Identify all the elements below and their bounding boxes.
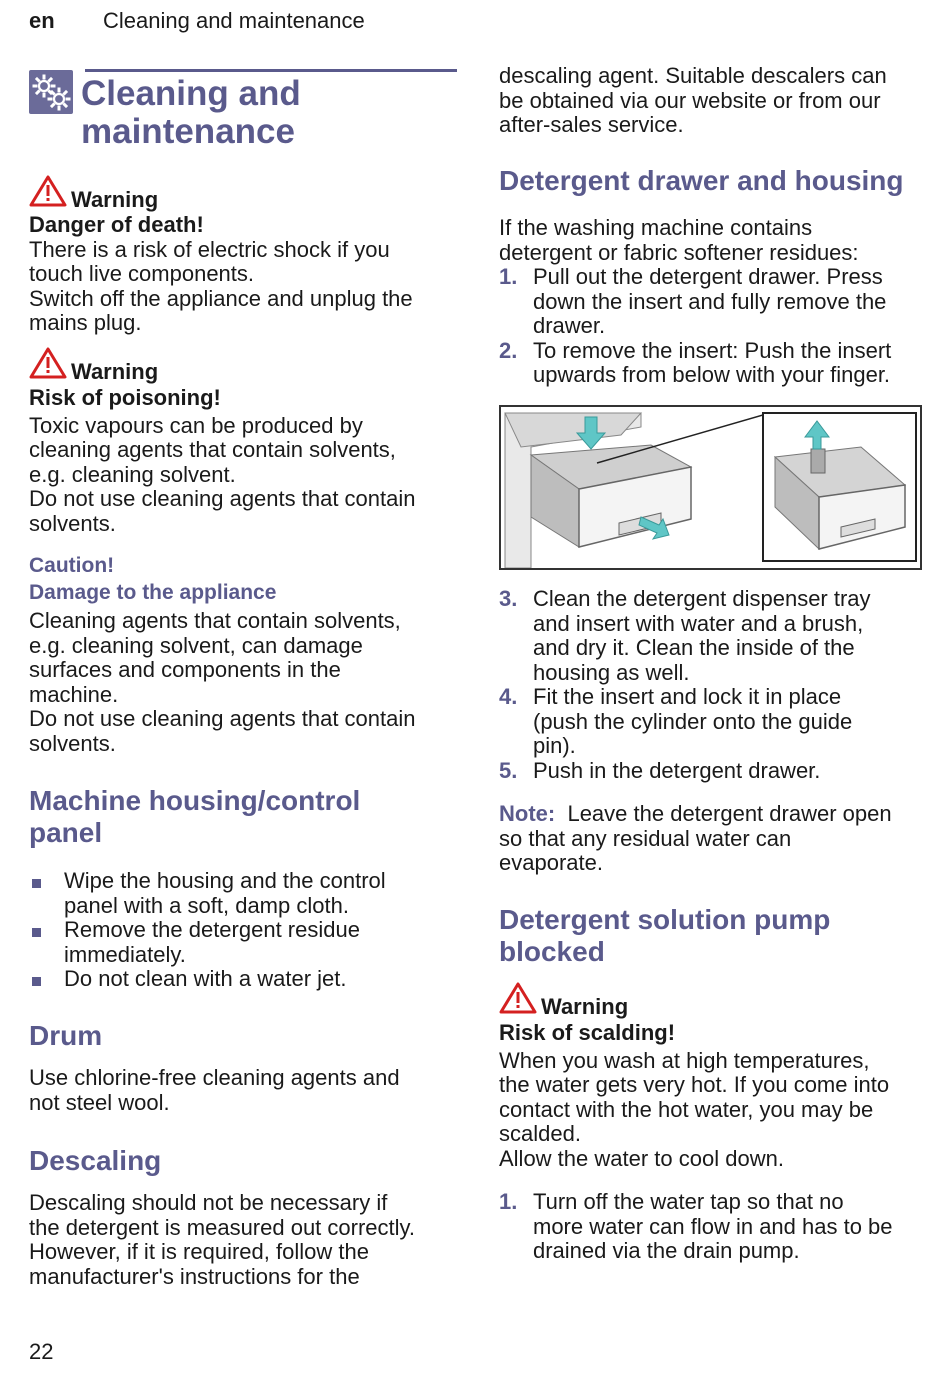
warning-text: Do not use cleaning agents that contain: [29, 486, 416, 511]
warning-text: the water gets very hot. If you come into: [499, 1072, 890, 1097]
list-item: [499, 265, 929, 339]
bullet-square-icon: [32, 879, 41, 888]
steps-list: [499, 1190, 929, 1264]
note-label: Note:: [499, 801, 556, 826]
section-descaling: [29, 1145, 457, 1289]
list-item-text: panel with a soft, damp cloth.: [64, 892, 349, 918]
step-number: 5.: [499, 757, 518, 783]
steps-list-continued: [499, 587, 929, 876]
steps-list: [499, 587, 929, 783]
warning-label: Warning: [71, 359, 159, 384]
warning-heading: Risk of poisoning!: [29, 385, 221, 410]
warning-text: scalded.: [499, 1121, 581, 1146]
header-title: Cleaning and maintenance: [103, 8, 365, 33]
section-title: Detergent drawer and housing: [499, 165, 904, 196]
section-machine-housing: [29, 785, 457, 992]
warning-label: Warning: [541, 994, 629, 1019]
step-number: 4.: [499, 684, 518, 709]
step-text: housing as well.: [533, 659, 690, 685]
warning-triangle-icon: [29, 347, 71, 385]
section-pump-blocked: [499, 904, 929, 1264]
paragraph-line: Descaling should not be necessary if: [29, 1190, 388, 1215]
list-item-text: Remove the detergent residue: [64, 917, 360, 942]
step-text: drained via the drain pump.: [533, 1238, 800, 1263]
gears-icon: [29, 70, 73, 114]
caution-heading: Damage to the appliance: [29, 581, 277, 604]
page-title-line2: maintenance: [81, 112, 295, 151]
step-text: more water can flow in and has to be: [533, 1213, 893, 1239]
list-item-text: Do not clean with a water jet.: [64, 966, 347, 991]
paragraph-line: manufacturer's instructions for the: [29, 1263, 360, 1289]
warning-electric: [29, 175, 457, 336]
caution-text: e.g. cleaning solvent, can damage: [29, 632, 363, 658]
drawer-drawing: [501, 407, 920, 568]
caution-block: [29, 552, 457, 756]
step-text: (push the cylinder onto the guide: [533, 708, 853, 734]
bullet-list: [29, 869, 457, 992]
step-number: 3.: [499, 586, 518, 611]
warning-label: Warning: [71, 187, 159, 212]
note-text: evaporate.: [499, 850, 603, 875]
note: [499, 802, 929, 876]
caution-label: Caution!: [29, 554, 115, 577]
warning-heading: Danger of death!: [29, 212, 204, 237]
section-title: panel: [29, 817, 103, 848]
warning-text: There is a risk of electric shock if you: [29, 236, 390, 262]
warning-text: cleaning agents that contain solvents,: [29, 437, 396, 462]
list-item-text: Wipe the housing and the control: [64, 868, 386, 893]
section-title: Detergent solution pump: [499, 904, 831, 935]
paragraph-line: If the washing machine contains: [499, 215, 813, 240]
step-number: 1.: [499, 264, 518, 289]
step-text: pin).: [533, 733, 576, 758]
paragraph-line: descaling agent. Suitable descalers can: [499, 63, 887, 88]
section-title: Machine housing/control: [29, 785, 361, 816]
list-item: [499, 339, 929, 388]
caution-text: machine.: [29, 681, 119, 707]
section-drum: [29, 1020, 457, 1115]
warning-text: solvents.: [29, 510, 116, 536]
steps-list: [499, 265, 929, 388]
step-text: upwards from below with your finger.: [533, 362, 891, 387]
list-item: [29, 869, 457, 918]
list-item: [29, 967, 457, 992]
paragraph-line: Use chlorine-free cleaning agents and: [29, 1065, 400, 1090]
paragraph-line: However, if it is required, follow the: [29, 1239, 369, 1264]
bullet-square-icon: [32, 928, 41, 937]
note-text: Leave the detergent drawer open: [567, 801, 892, 826]
warning-poisoning: [29, 347, 457, 536]
section-detergent-drawer: [499, 165, 929, 388]
step-text: down the insert and fully remove the: [533, 288, 887, 314]
caution-text: Do not use cleaning agents that contain: [29, 706, 416, 731]
step-text: Fit the insert and lock it in place: [533, 684, 842, 709]
step-text: and insert with water and a brush,: [533, 610, 864, 636]
warning-triangle-icon: [29, 175, 71, 213]
section-title: blocked: [499, 936, 605, 967]
caution-text: solvents.: [29, 730, 116, 756]
warning-text: Toxic vapours can be produced by: [29, 412, 363, 438]
step-text: Pull out the detergent drawer. Press: [533, 264, 883, 289]
page-title-line1: Cleaning and: [81, 74, 301, 113]
step-text: and dry it. Clean the inside of the: [533, 635, 855, 660]
warning-text: When you wash at high temperatures,: [499, 1047, 870, 1073]
section-title: Drum: [29, 1020, 103, 1051]
step-text: Clean the detergent dispenser tray: [533, 586, 871, 611]
paragraph-line: be obtained via our website or from our: [499, 87, 881, 113]
paragraph-line: not steel wool.: [29, 1089, 170, 1115]
list-item: [499, 1190, 929, 1264]
step-number: 1.: [499, 1189, 518, 1214]
list-item: [499, 759, 929, 784]
descaling-continued: [499, 64, 929, 138]
warning-text: contact with the hot water, you may be: [499, 1096, 874, 1122]
note-text: so that any residual water can: [499, 825, 792, 851]
header-language: en: [29, 8, 55, 33]
step-text: Turn off the water tap so that no: [533, 1189, 844, 1214]
warning-text: Switch off the appliance and unplug the: [29, 285, 413, 311]
list-item-text: immediately.: [64, 941, 186, 967]
page-title: [81, 75, 461, 151]
step-number: 2.: [499, 337, 518, 363]
step-text: To remove the insert: Push the insert: [533, 337, 892, 363]
title-rule: [85, 69, 457, 72]
paragraph-line: the detergent is measured out correctly.: [29, 1214, 416, 1240]
caution-text: surfaces and components in the: [29, 657, 341, 682]
bullet-square-icon: [32, 977, 41, 986]
warning-text: touch live components.: [29, 261, 255, 286]
step-text: Push in the detergent drawer.: [533, 757, 821, 783]
page-number: 22: [29, 1339, 54, 1364]
warning-heading: Risk of scalding!: [499, 1020, 676, 1045]
paragraph-line: after-sales service.: [499, 112, 684, 137]
caution-text: Cleaning agents that contain solvents,: [29, 608, 401, 633]
warning-text: Allow the water to cool down.: [499, 1145, 784, 1171]
step-text: drawer.: [533, 313, 606, 338]
warning-text: e.g. cleaning solvent.: [29, 461, 236, 487]
paragraph-line: detergent or fabric softener residues:: [499, 239, 859, 265]
list-item: [499, 587, 929, 685]
warning-text: mains plug.: [29, 310, 142, 335]
detergent-drawer-illustration: [499, 405, 922, 570]
section-title: Descaling: [29, 1145, 162, 1176]
list-item: [499, 685, 929, 759]
list-item: [29, 918, 457, 967]
warning-scalding: [499, 982, 929, 1020]
warning-triangle-icon: [499, 982, 541, 1020]
